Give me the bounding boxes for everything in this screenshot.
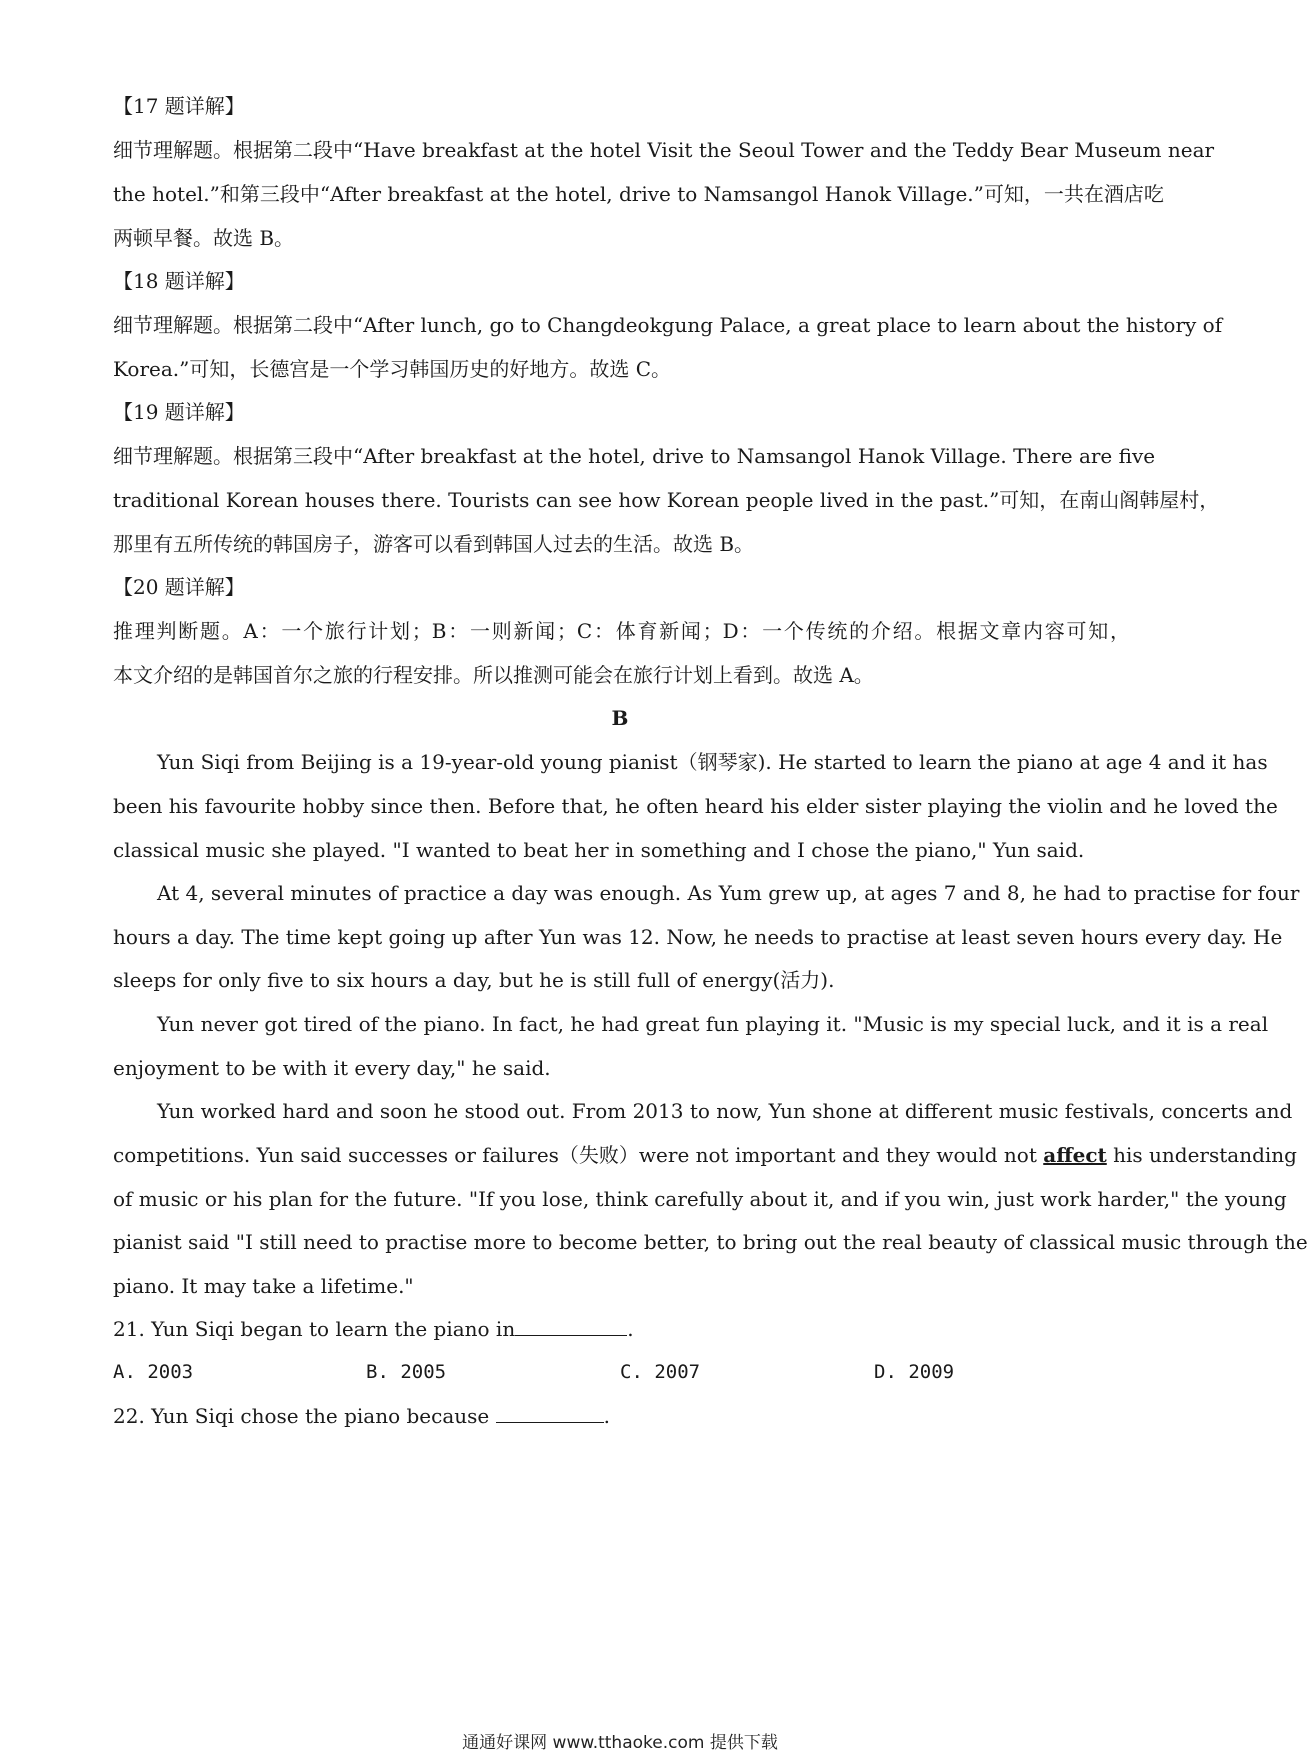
passage-p2-line-3: sleeps for only five to six hours a day, but he is still full of energy(活力).: [113, 968, 835, 992]
passage-p4-line-3: of music or his plan for the future. "If you lose, think carefully about it, and if you win, just work harder," the young: [113, 1187, 1287, 1211]
q18-heading: 【18 题详解】: [113, 269, 245, 293]
question-22: [113, 1401, 1130, 1431]
keyword-affect: affect: [1043, 1143, 1107, 1167]
question-21-blank[interactable]: [515, 1315, 627, 1336]
q17-line-1: 细节理解题。根据第二段中“Have breakfast at the hotel Visit the Seoul Tower and the Teddy Bear Museum near: [113, 138, 1215, 162]
q18-line-2: Korea.”可知，长德宫是一个学习韩国历史的好地方。故选 C。: [113, 357, 672, 381]
passage-p4-line-1: Yun worked hard and soon he stood out. From 2013 to now, Yun shone at different music festivals, concerts and: [157, 1099, 1293, 1123]
passage-p4-line-2-before: competitions. Yun said successes or failures（失败）were not important and they would not: [113, 1143, 1044, 1167]
question-21-option-b[interactable]: B. 2005: [366, 1361, 447, 1383]
q17-heading: 【17 题详解】: [113, 94, 245, 118]
passage-p4-line-5: piano. It may take a lifetime.": [113, 1274, 414, 1298]
q19-line-1: 细节理解题。根据第三段中“After breakfast at the hotel, drive to Namsangol Hanok Village. There are five: [113, 444, 1156, 468]
passage-p1-line-1: Yun Siqi from Beijing is a 19-year-old young pianist（钢琴家). He started to learn the piano at age 4 and it has: [157, 750, 1268, 774]
passage-p2-line-2: hours a day. The time kept going up after Yun was 12. Now, he needs to practise at least seven hours every day. He: [113, 925, 1283, 949]
question-22-stem: Yun Siqi chose the piano because: [151, 1404, 490, 1428]
passage-p1-line-3: classical music she played. "I wanted to beat her in something and I chose the piano," Yun said.: [113, 838, 1085, 862]
question-22-blank[interactable]: [496, 1402, 604, 1423]
question-21-option-d[interactable]: D. 2009: [874, 1361, 955, 1383]
question-21-option-c[interactable]: C. 2007: [620, 1361, 701, 1383]
question-21-end: .: [627, 1317, 634, 1341]
question-22-end: .: [603, 1404, 610, 1428]
question-22-number: 22.: [113, 1404, 145, 1428]
question-21-stem: Yun Siqi began to learn the piano in: [151, 1317, 516, 1341]
footer-source-text: 通通好课网 www.tthaoke.com 提供下载: [462, 1733, 778, 1753]
q18-line-1: 细节理解题。根据第二段中“After lunch, go to Changdeokgung Palace, a great place to learn about the history of: [113, 313, 1223, 337]
q17-line-2: the hotel.”和第三段中“After breakfast at the hotel, drive to Namsangol Hanok Village.”可知，一共在酒店吃: [113, 182, 1164, 206]
question-21-number: 21.: [113, 1317, 145, 1341]
passage-p1-line-2: been his favourite hobby since then. Before that, he often heard his elder sister playing the violin and he loved the: [113, 794, 1278, 818]
q17-line-3: 两顿早餐。故选 B。: [113, 226, 295, 250]
question-21-option-a[interactable]: A. 2003: [113, 1361, 194, 1383]
passage-p3-line-1: Yun never got tired of the piano. In fact, he had great fun playing it. "Music is my special luck, and it is a real: [157, 1012, 1269, 1036]
q19-heading: 【19 题详解】: [113, 400, 245, 424]
passage-p4-line-4: pianist said "I still need to practise more to become better, to bring out the real beauty of classical music through the: [113, 1230, 1308, 1254]
passage-p3-line-2: enjoyment to be with it every day," he said.: [113, 1056, 551, 1080]
question-21: [113, 1314, 1130, 1344]
q20-heading: 【20 题详解】: [113, 575, 245, 599]
passage-p2-line-1: At 4, several minutes of practice a day was enough. As Yum grew up, at ages 7 and 8, he had to practise for four: [157, 881, 1300, 905]
passage-p4-line-2: [113, 1140, 1297, 1170]
passage-section-label: B: [611, 706, 629, 730]
q19-line-2: traditional Korean houses there. Tourists can see how Korean people lived in the past.”可知，在南山阁韩屋村，: [113, 488, 1220, 512]
q20-line-2: 本文介绍的是韩国首尔之旅的行程安排。所以推测可能会在旅行计划上看到。故选 A。: [113, 663, 874, 687]
passage-p4-line-2-after: his understanding: [1106, 1143, 1297, 1167]
q20-line-1: 推理判断题。A：一个旅行计划；B：一则新闻；C：体育新闻；D：一个传统的介绍。根据文章内容可知，: [113, 619, 1130, 643]
q19-line-3: 那里有五所传统的韩国房子，游客可以看到韩国人过去的生活。故选 B。: [113, 532, 755, 556]
